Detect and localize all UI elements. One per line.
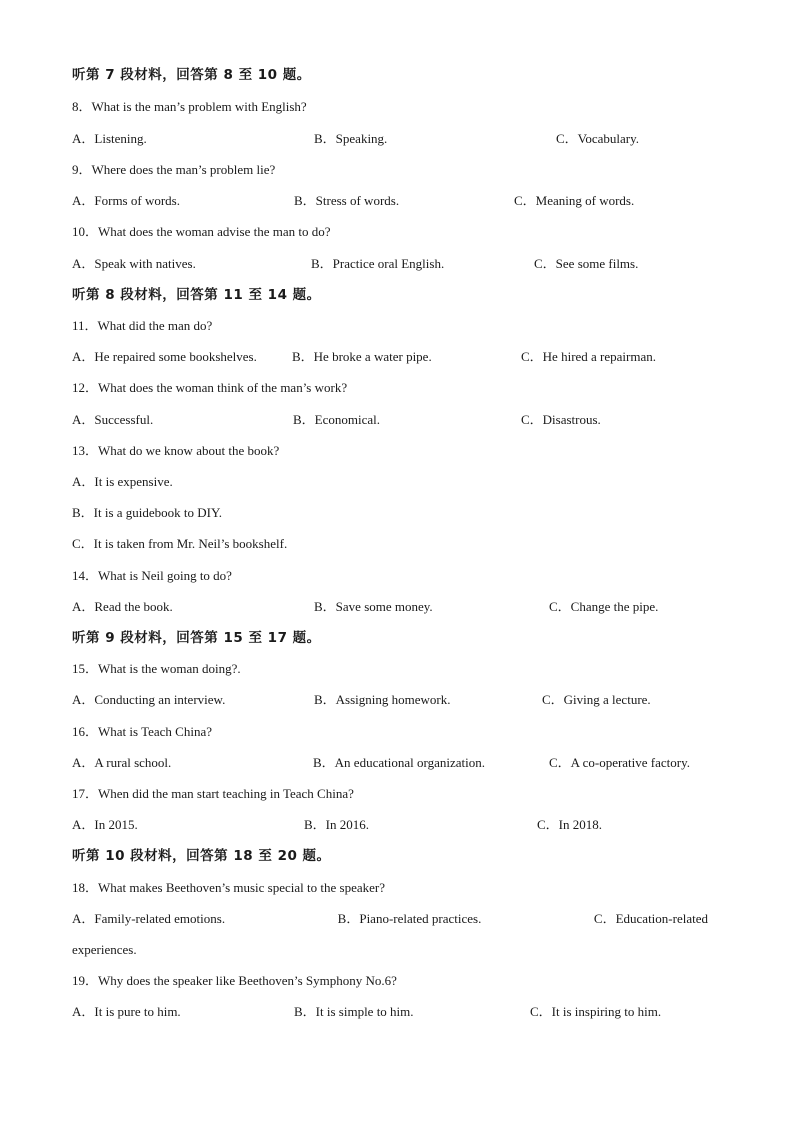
option-c: C．Change the pipe. xyxy=(549,599,659,614)
option-a: A．Family-related emotions. xyxy=(72,911,226,926)
option-b: B．An educational organization. xyxy=(313,755,485,770)
question-16: 16．What is Teach China? xyxy=(72,724,213,739)
question-10: 10．What does the woman advise the man to do? xyxy=(72,224,331,239)
option-a: A．Forms of words. xyxy=(72,193,180,208)
option-c: C．Meaning of words. xyxy=(514,193,635,208)
option-a: A．Speak with natives. xyxy=(72,256,196,271)
question-9: 9．Where does the man’s problem lie? xyxy=(72,162,276,177)
option-b: B．Assigning homework. xyxy=(314,692,451,707)
option-c: C．It is inspiring to him. xyxy=(530,1004,662,1019)
option-a: A．Successful. xyxy=(72,412,154,427)
option-row xyxy=(72,910,708,928)
option-a: A．Read the book. xyxy=(72,599,173,614)
option-b: B．Stress of words. xyxy=(294,193,400,208)
option-c: C．In 2018. xyxy=(537,817,603,832)
question-19: 19．Why does the speaker like Beethoven’s Symphony No.6? xyxy=(72,973,397,988)
option-a: A．He repaired some bookshelves. xyxy=(72,349,257,364)
section-heading: 听第 9 段材料，回答第 15 至 17 题。 xyxy=(72,630,321,646)
question-8: 8．What is the man’s problem with English? xyxy=(72,99,307,114)
option-b: B．Speaking. xyxy=(314,131,388,146)
section-heading: 听第 8 段材料，回答第 11 至 14 题。 xyxy=(72,287,321,303)
question-14: 14．What is Neil going to do? xyxy=(72,568,232,583)
question-12: 12．What does the woman think of the man’s work? xyxy=(72,380,348,395)
question-17: 17．When did the man start teaching in Teach China? xyxy=(72,786,354,801)
option-c: C．He hired a repairman. xyxy=(521,349,657,364)
option-c-continuation: experiences. xyxy=(72,942,137,957)
option-b: B．Practice oral English. xyxy=(311,256,445,271)
question-13: 13．What do we know about the book? xyxy=(72,443,280,458)
option-c: C．Education-related xyxy=(593,911,708,926)
question-15: 15．What is the woman doing?. xyxy=(72,661,241,676)
option-c: C．Giving a lecture. xyxy=(542,692,651,707)
option-a: A．Conducting an interview. xyxy=(72,692,226,707)
option-b: B．It is a guidebook to DIY. xyxy=(72,505,222,520)
option-a: A．A rural school. xyxy=(72,755,172,770)
option-c: C．Disastrous. xyxy=(521,412,601,427)
option-a: A．It is expensive. xyxy=(72,474,173,489)
option-b: B．Piano-related practices. xyxy=(337,911,482,926)
option-b: B．He broke a water pipe. xyxy=(292,349,432,364)
option-b: B．In 2016. xyxy=(304,817,370,832)
question-18: 18．What makes Beethoven’s music special to the speaker? xyxy=(72,880,385,895)
option-c: C．A co-operative factory. xyxy=(549,755,691,770)
option-a: A．Listening. xyxy=(72,131,147,146)
option-a: A．It is pure to him. xyxy=(72,1004,181,1019)
option-a: A．In 2015. xyxy=(72,817,138,832)
option-b: B．It is simple to him. xyxy=(294,1004,414,1019)
section-heading: 听第 7 段材料，回答第 8 至 10 题。 xyxy=(72,67,311,83)
option-c: C．It is taken from Mr. Neil’s bookshelf. xyxy=(72,536,288,551)
question-11: 11．What did the man do? xyxy=(72,318,213,333)
option-c: C．Vocabulary. xyxy=(556,131,640,146)
option-c: C．See some films. xyxy=(534,256,639,271)
option-b: B．Save some money. xyxy=(314,599,433,614)
option-b: B．Economical. xyxy=(293,412,381,427)
section-heading: 听第 10 段材料，回答第 18 至 20 题。 xyxy=(72,848,331,864)
